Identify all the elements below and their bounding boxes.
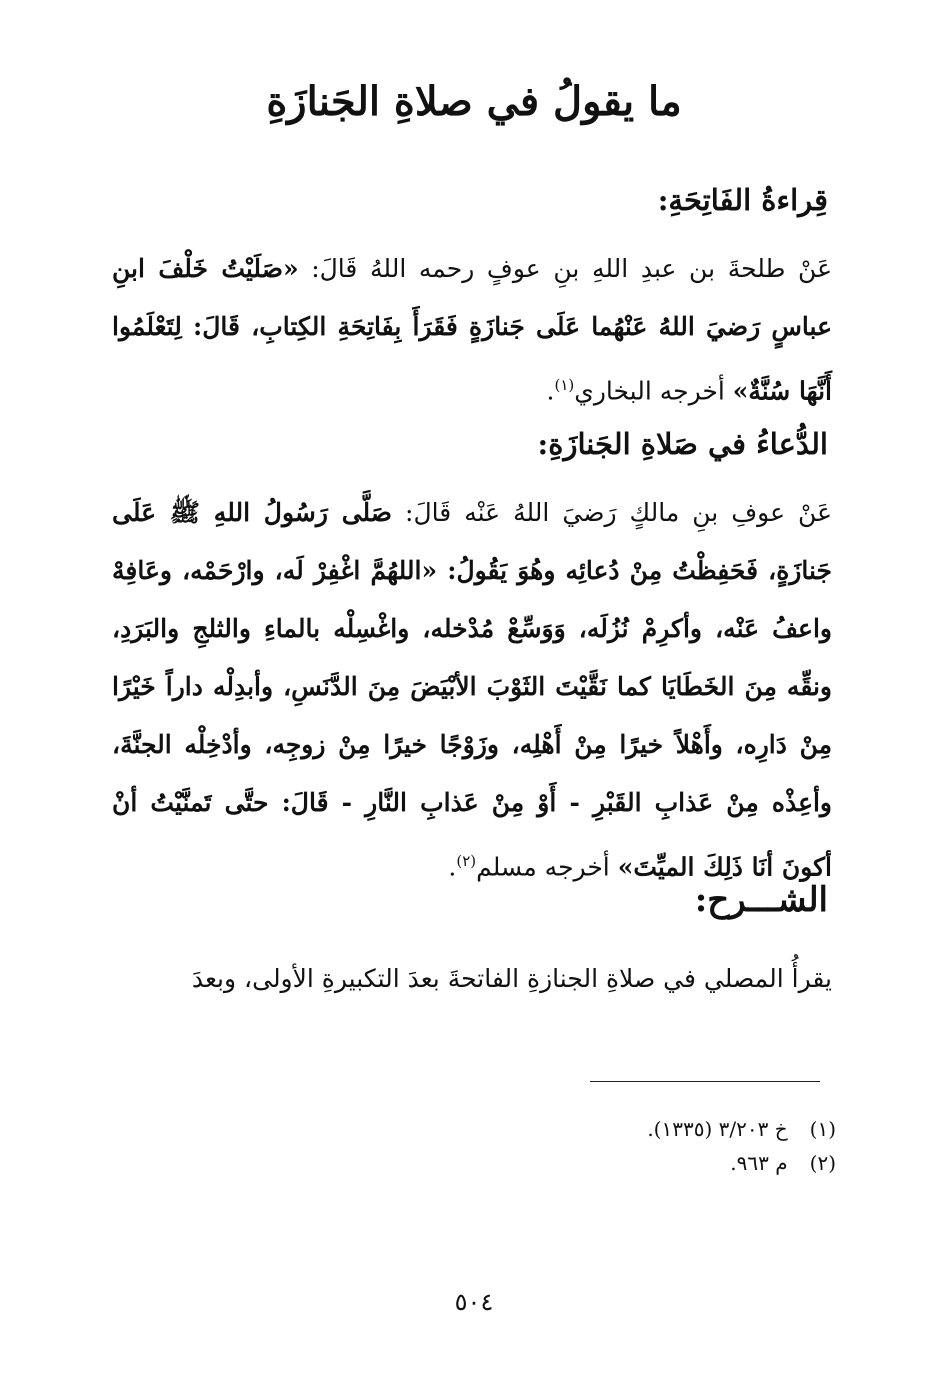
footnote-ref-2[interactable]: (٢) <box>456 852 477 870</box>
footnote-1-number: (١) <box>809 1117 836 1141</box>
section-heading-fatiha: قِراءةُ الفَاتِحَةِ: <box>657 183 828 217</box>
page-number: ٥٠٤ <box>454 1288 494 1316</box>
chapter-title: ما يقولُ في صلاةِ الجَنازَةِ <box>266 78 682 125</box>
hadith-2-narration: عَنْ عوفِ بنِ مالكٍ رَضيَ اللهُ عَنْه قَالَ: <box>392 498 832 527</box>
hadith-2-end: . <box>448 852 457 882</box>
footnote-2-text: م ٩٦٣. <box>730 1151 788 1175</box>
hadith-1-source: أخرجه البخاري <box>574 376 733 406</box>
footnote-divider <box>590 1081 820 1082</box>
hadith-1-end: . <box>546 376 555 406</box>
hadith-paragraph-1 <box>112 240 832 420</box>
footnotes <box>436 1112 836 1180</box>
hadith-2-source: أخرجه مسلم <box>476 852 618 882</box>
hadith-2-text: صَلَّى رَسُولُ اللهِ ﷺ عَلَى جَنازَةٍ، فَحَفِظْتُ مِنْ دُعائِه وهُوَ يَقُولُ: «اللهُمَّ اغْفِرْ لَه، وارْحَمْه، وعَافِهْ واعفُ عَنْه، وأكرِمْ نُزُلَه، وَوَسِّعْ مُدْخله، واغْسِلْه بالماءِ والثلجِ والبَرَدِ، ونقِّه مِنَ الخَطَايَا كما نَقَّيْتَ الثَوْبَ الأبْيَضَ مِنَ الدَّنَسِ، وأبدِلْه داراً خَيْرًا مِنْ دَارِه، وأَهْلاً خيرًا مِنْ أَهْلِه، وزَوْجًا خيرًا مِنْ زوجِه، وأدْخِلْه الجنَّةَ، وأعِذْه مِنْ عَذابِ القَبْرِ - أَوْ مِنْ عَذابِ النَّارِ - قَالَ: حتَّى تَمنَّيْتُ أنْ أكونَ أنَا ذَلِكَ الميِّتَ» <box>112 498 832 882</box>
footnote-2-number: (٢) <box>809 1151 836 1175</box>
hadith-paragraph-2 <box>112 484 832 896</box>
footnote-ref-1[interactable]: (١) <box>554 376 575 394</box>
section-heading-dua: الدُّعاءُ في صَلاةِ الجَنازَةِ: <box>537 427 828 461</box>
hadith-1-text: «صَلَيْتُ خَلْفَ ابنِ عباسٍ رَضيَ اللهُ عَنْهُما عَلَى جَنازَةٍ فَقَرَأَ بِفَاتِحَةِ الكِتابِ، قَالَ: لِتَعْلَمُوا أَنَّهَا سُنَّةٌ» <box>112 254 832 406</box>
section-heading-sharh: الشـــرح: <box>694 880 828 920</box>
footnote-1-text: خ ٣/٢٠٣ (١٣٣٥). <box>647 1117 788 1141</box>
footnote-2 <box>436 1146 836 1180</box>
footnote-1 <box>436 1112 836 1146</box>
sharh-paragraph: يقرأُ المصلي في صلاةِ الجنازةِ الفاتحةَ بعدَ التكبيرةِ الأولى، وبعدَ <box>191 964 832 993</box>
hadith-1-narration: عَنْ طلحةَ بن عبدِ اللهِ بنِ عوفٍ رحمه اللهُ قَالَ: <box>298 254 832 283</box>
